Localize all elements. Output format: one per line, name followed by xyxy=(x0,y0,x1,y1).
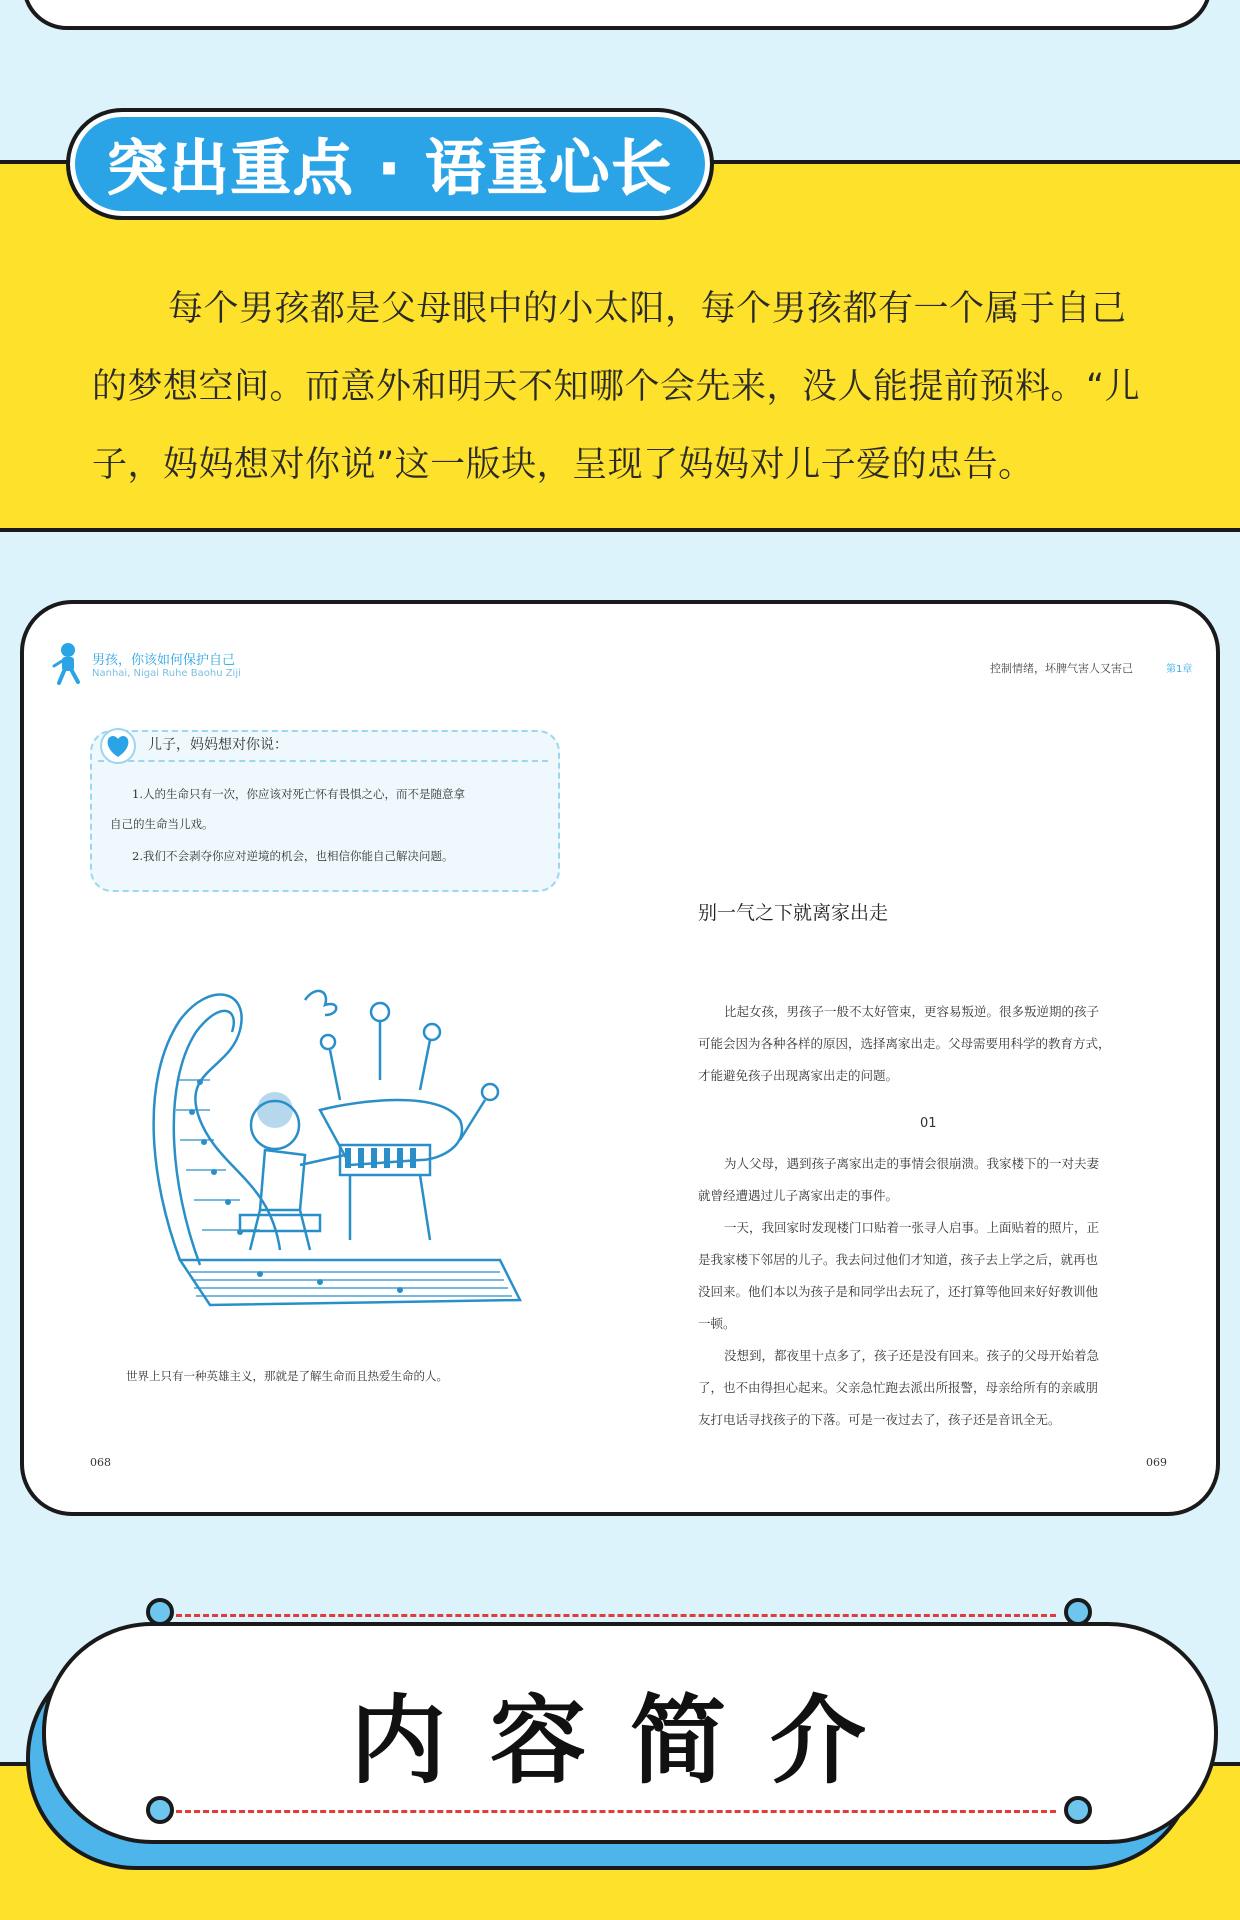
running-head-left-pinyin: Nanhai, Nigai Ruhe Baohu Ziji xyxy=(92,668,241,679)
boy-playing-piano-illustration xyxy=(140,960,540,1310)
body-line: 一天，我回家时发现楼门口贴着一张寻人启事。上面贴着的照片，正 xyxy=(724,1220,1100,1235)
body-line: 了，也不由得担心起来。父亲急忙跑去派出所报警，母亲给所有的亲戚朋 xyxy=(698,1380,1099,1395)
note-line: 自己的生命当儿戏。 xyxy=(110,817,214,831)
note-line: 2.我们不会剥夺你应对逆境的机会，也相信你能自己解决问题。 xyxy=(132,849,454,863)
body-line: 可能会因为各种各样的原因，选择离家出走。父母需要用科学的教育方式， xyxy=(698,1036,1111,1051)
body-line: 才能避免孩子出现离家出走的问题。 xyxy=(698,1068,899,1083)
body-line: 友打电话寻找孩子的下落。可是一夜过去了，孩子还是音讯全无。 xyxy=(698,1412,1061,1427)
body-line: 没想到，都夜里十点多了，孩子还是没有回来。孩子的父母开始着急 xyxy=(724,1348,1100,1363)
chapter-tag: 第1章 xyxy=(1166,664,1193,675)
body-line: 没回来。他们本以为孩子是和同学出去玩了，还打算等他回来好好教训他 xyxy=(698,1284,1099,1299)
body-line: 是我家楼下邻居的儿子。我去问过他们才知道，孩子去上学之后，就再也 xyxy=(698,1252,1099,1267)
body-line: 就曾经遭遇过儿子离家出走的事件。 xyxy=(698,1188,899,1203)
body-line: 比起女孩，男孩子一般不太好管束，更容易叛逆。很多叛逆期的孩子 xyxy=(724,1004,1100,1019)
section-heading: 突出重点 · 语重心长 xyxy=(106,134,674,204)
running-head-left: 男孩，你该如何保护自己 xyxy=(92,653,236,668)
chapter-title: 别一气之下就离家出走 xyxy=(698,902,889,924)
note-title: 儿子，妈妈想对你说： xyxy=(148,737,288,753)
boy-mascot-icon xyxy=(50,640,86,686)
running-head-right: 控制情绪，坏脾气害人又害己 xyxy=(990,662,1133,675)
section-number: 01 xyxy=(920,1116,937,1131)
intro-paragraph: 每个男孩都是父母眼中的小太阳，每个男孩都有一个属于自己的梦想空间。而意外和明天不知哪个会先来，没人能提前预料。“儿子，妈妈想对你说”这一版块，呈现了妈妈对儿子爱的忠告。 xyxy=(92,289,1141,485)
page-number-right: 069 xyxy=(1146,1456,1167,1469)
body-line: 为人父母，遇到孩子离家出走的事情会很崩溃。我家楼下的一对夫妻 xyxy=(724,1156,1100,1171)
page-number-left: 068 xyxy=(90,1456,111,1469)
top-card-bottom-edge xyxy=(22,0,1212,30)
illustration-caption: 世界上只有一种英雄主义，那就是了解生命而且热爱生命的人。 xyxy=(126,1369,448,1383)
body-line: 一顿。 xyxy=(698,1316,736,1331)
note-line: 1.人的生命只有一次，你应该对死亡怀有畏惧之心，而不是随意拿 xyxy=(132,787,465,801)
heart-icon xyxy=(98,728,138,764)
banner-top-dashed-line xyxy=(176,1614,1056,1617)
content-intro-title: 内容简介 xyxy=(350,1684,910,1797)
